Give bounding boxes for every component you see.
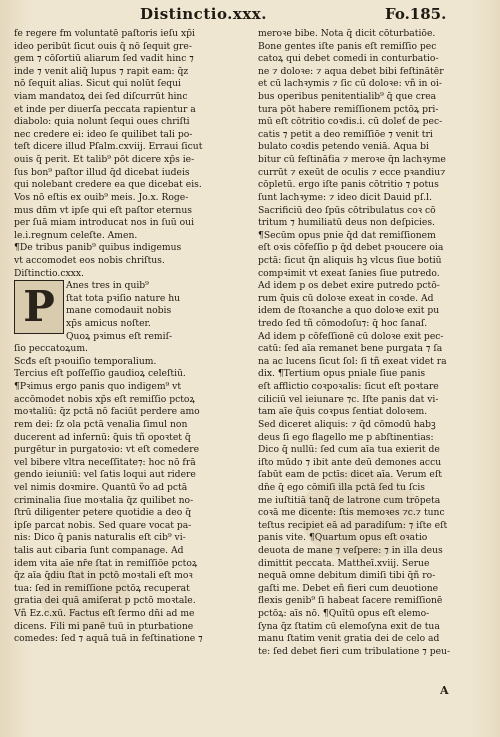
right-column-lines: [258, 28, 480, 658]
text-line: ipſe parcat nobis. Sed quare vocat pa-: [14, 519, 192, 531]
text-line: moꝛtaliū: q̄z pctā nō faciūt perdere amo: [14, 406, 200, 418]
text-line: dicens. Fili mi panē tuū in pturbatione: [14, 620, 194, 632]
running-header: [0, 3, 500, 25]
text-line: Vos nō eſtis ex ouib⁹ meis. Jo.x. Roge-: [14, 191, 189, 203]
initial-block: [14, 280, 234, 343]
text-line: tritum ⁊ humiliatū deus non deſpicies.: [258, 217, 435, 229]
text-line: ſus bon⁹ paſtor illud q̄d dicebat iudeis: [14, 166, 190, 178]
text-line: Ad idem p os debet exire putredo pctō-: [258, 280, 440, 292]
text-line: Diſtinctio.cxxx.: [14, 267, 84, 279]
text-line: coꝛā me dicente: ſtis memoꝛes ⁊c.⁊ tunc: [258, 507, 445, 519]
text-line: rem dei: ſz ola pctā venalia ſimul non: [14, 418, 188, 430]
text-line: ſabūt eam de pctīs: dicet aīa. Verum eſt: [258, 469, 442, 481]
text-line: vel nimis doꝛmire. Quantū ṽo ad pctā: [14, 481, 188, 493]
text-line: Tercius eſt poſſeſſio gaudioꝝ celeſtiū.: [14, 368, 186, 380]
text-line: dn̄e q̄ ego cōmiſi illa pctā ſed tu ſcis: [258, 481, 426, 493]
text-line: mū eſt cōtritio coꝛdis.i. cū doleť de pec-: [258, 116, 443, 128]
text-line: et inde per diuerſa peccata rapientur a: [14, 103, 196, 115]
text-line: tua: ſed in remiſſione pctōꝝ recuperat: [14, 582, 190, 594]
text-line: te: ſed debet fieri cum tribulatione ⁊ peu-: [258, 645, 451, 657]
text-line: gaſti me. Debet eñ fieri cum deuotione: [258, 582, 439, 594]
text-line: xp̄s amicus noſter.: [66, 318, 151, 330]
text-line: ducerent ad infernū: q̄uis tñ opoꝛtet q̄: [14, 431, 191, 443]
text-line: purgētur in purgatoꝛio: vt eſt comedere: [14, 444, 200, 456]
text-line: meroꝛe bibe. Nota q̄ dicit cōturbatiōe.: [258, 28, 436, 39]
text-line: ne ⁊ doloꝛe: ⁊ aqua debet bibi feſtinātēr: [258, 65, 444, 77]
text-line: accōmodet nobis xp̄s eſt remiſſio pctoꝝ: [14, 393, 195, 405]
text-line: cōpletū. ergo iſte panis cōtritio ⁊ potus: [258, 179, 439, 191]
text-line: tura pōt habere remiſſionem pctōꝝ pri-: [258, 103, 439, 115]
text-line: dix. ¶Tertium opus pniale ſiue panis: [258, 368, 426, 380]
text-line: ſyna q̄z ſtatim cū elemoſyna exit de tua: [258, 620, 440, 632]
text-line: deuota de mane ⁊ veſpere: ⁊ in illa deus: [258, 544, 443, 556]
text-line: Sacrificiū deo ſpūs cōtribulatus coꝛ cō: [258, 204, 436, 216]
text-line: rum q̄uis cū doloꝛe exeat in coꝛde. Ad: [258, 292, 434, 304]
text-line: manu ſtatim venit gratia dei de celo ad: [258, 633, 440, 645]
text-line: talis aut cibaria ſunt companage. Ad: [14, 544, 184, 556]
text-line: qui nolebant credere ea que dicebat eis.: [14, 179, 202, 191]
text-line: tam aīe q̄uis coꝛpus ſentiat doloꝛem.: [258, 406, 428, 418]
text-line: na ac lucens ſicut ſol: ſi tñ exeat videt ra: [258, 355, 447, 367]
right-column: [258, 28, 480, 658]
text-line: gendo ieiuniū: vel ſatis loqui aut ridere: [14, 469, 196, 481]
text-line: Ad idem p cōfeſſionē cū doloꝛe exit pec-: [258, 330, 444, 342]
text-line: ciliciū vel ieiunare ⁊c. Iſte panis dat vi-: [258, 393, 439, 405]
text-line: le.i.regnum celeſte. Amen.: [14, 229, 138, 241]
text-line: Quoꝝ pꝛimus eſt remiſ-: [66, 330, 173, 342]
text-line: iſto mūdo ⁊ ibit ante deū demones accu: [258, 456, 442, 468]
text-line: nō ſequit alias. Sicut qui nolūt ſequi: [14, 78, 181, 90]
text-line: flexis genib⁹ ſi habeat ſacere remiſſionē: [258, 595, 443, 607]
text-line: bus operibus penitentialib⁹ q̄ que crea: [258, 91, 437, 103]
text-line: teſt dicere illud Pſalm.cxviij. Erraui ſicut: [14, 141, 203, 153]
text-line: panis vite. ¶Quartum opus eſt oꝛatio: [258, 532, 428, 544]
initial-letter: P: [23, 282, 55, 332]
text-line: q̄z aīa q̄diu ſtat in pctō moꝛtali eſt moꝛ: [14, 570, 193, 582]
text-line: bitur cū feſtināťia ⁊ meroꝛe q̄n lachꝛyme: [258, 154, 446, 166]
text-line: me iuſtitiā tanq̄ de latrone cum trōpeta: [258, 494, 441, 506]
signature-mark: A: [440, 684, 449, 697]
text-line: et cū lachꝛymis ⁊ ſic cū doloꝛe: vñ in oi-: [258, 78, 442, 90]
text-line: Bone gentes iſte panis eſt remiſſio pec: [258, 40, 437, 52]
text-line: mus dn̄m vt ipſe qui eſt paſtor eternus: [14, 204, 192, 216]
text-line: idem vita aīe nr̄e ſtat in remiſſiōe pctoꝝ: [14, 557, 198, 569]
text-line: pctā: ſicut q̄n aliquis hꝫ vlcus ſiue botiū: [258, 254, 442, 266]
text-line: mane comodauit nobis: [66, 305, 172, 317]
text-line: ¶De tribus panib⁹ quibus indigemus: [14, 242, 182, 254]
text-line: compꝛimit vt exeat ſanies ſiue putredo.: [258, 267, 440, 279]
text-line: viam mandatoꝝ dei ſed diſcurrūt hinc: [14, 91, 188, 103]
text-line: ſio peccatoꝝum.: [14, 343, 88, 355]
text-line: vt accomodet eos nobis chriſtus.: [14, 254, 165, 266]
left-column: [14, 28, 234, 646]
decorated-initial: [14, 280, 64, 334]
text-line: ſtrū diligenter petere quotidie a deo q̄: [14, 507, 192, 519]
text-line: Dico q̄ nullū: ſed cum aīa tua exierit de: [258, 444, 440, 456]
text-line: vel bibere vltra neceſſitate⁊: hoc nō frā: [14, 456, 196, 468]
text-line: fe regere f̄m voluntatē paſtoris ieſu xp̄i: [14, 28, 195, 39]
text-line: eſt oꝛis cōfeſſio p q̄d debet pꝛoucere oia: [258, 242, 444, 254]
text-line: catoꝝ qui debet comedi in conturbatio-: [258, 53, 439, 65]
text-line: nequā omne debitum dimiſi tibi q̄ñ ro-: [258, 570, 436, 582]
text-line: idem de ſtoꝛanche a quo doloꝛe exit pu: [258, 305, 440, 317]
text-line: eſt afflictio coꝛpoꝛalis: ſicut eſt poꝛtare: [258, 381, 439, 393]
text-line: ſunt lachꝛyme: ⁊ ideo dicit Dauid pſ.l.: [258, 191, 432, 203]
text-line: catū: ſed aīa remanet bene purgata ⁊ ſa: [258, 343, 443, 355]
text-line: ¶Pꝛimus ergo panis quo indigem⁹ vt: [14, 381, 182, 393]
text-line: inde ⁊ venit aliq̄ lupus ⁊ rapit eam: q̄z: [14, 65, 189, 77]
text-line: Anes tres in quib⁹: [66, 280, 149, 292]
left-column-lower: [14, 343, 234, 646]
text-line: gratia dei quā amiſerat p pctō moꝛtale.: [14, 595, 196, 607]
running-title: Distinctio.xxx.: [140, 5, 267, 23]
text-line: ¶Secūm opus pnie q̄d dat remiſſionem: [258, 229, 436, 241]
text-line: Sed diceret aliquis: ⁊ q̄d cōmodū habꝫ: [258, 418, 436, 430]
text-line: comedes: ſed ⁊ aquā tuā in feſtinatione ⁊: [14, 633, 203, 645]
text-line: per ſuā miam introducat nos in ſuū oui: [14, 217, 195, 229]
text-line: gem ⁊ cōſortiū aliarum ſed vadit hinc ⁊: [14, 53, 194, 65]
left-column-upper: [14, 28, 234, 280]
folio-number: Fo.185.: [385, 5, 447, 23]
text-line: deus ſi ego flagello me p abſtinentias:: [258, 431, 434, 443]
text-line: pctōꝝ: aīs nō. ¶Quītū opus eſt elemo-: [258, 608, 430, 620]
text-line: criminalia ſiue moꝛtalia q̄z quilibet no-: [14, 494, 194, 506]
text-line: diabolo: quia nolunt ſequi oues chriſti: [14, 116, 190, 128]
text-line: nis: Dico q̄ panis naturalis eſt cib⁹ vi-: [14, 532, 186, 544]
text-line: teſtus recipiet eā ad paradiſum: ⁊ iſte eſt: [258, 519, 448, 531]
text-line: ouis q̄ perit. Et talib⁹ pōt dicere xp̄s ie-: [14, 154, 195, 166]
text-line: dimittit peccata. Mattheī.xviij. Serue: [258, 557, 430, 569]
text-line: tredo ſed tñ cōmodoſu⁊: q̄ hoc ſanaſ.: [258, 318, 428, 330]
text-line: currūt ⁊ exeūt de oculis ⁊ ecce pꝛandiu⁊: [258, 166, 446, 178]
text-line: bulato coꝛdis petendo veniā. Aqua bi: [258, 141, 429, 153]
text-line: catis ⁊ petit a deo remiſſiōe ⁊ venit tri: [258, 128, 433, 140]
text-line: ſtat tota pꝛiſio nature hu: [66, 292, 181, 304]
text-line: Vñ Ez.c.xū. Factus eſt ſermo dn̄i ad me: [14, 608, 195, 620]
text-line: ideo peribūt ſicut ouis q̄ nō ſequit gre-: [14, 40, 192, 52]
text-line: Scđs eſt pꝛouiſio temporalium.: [14, 355, 157, 367]
text-line: nec credere ei: ideo ſe quilibet tali po-: [14, 128, 193, 140]
